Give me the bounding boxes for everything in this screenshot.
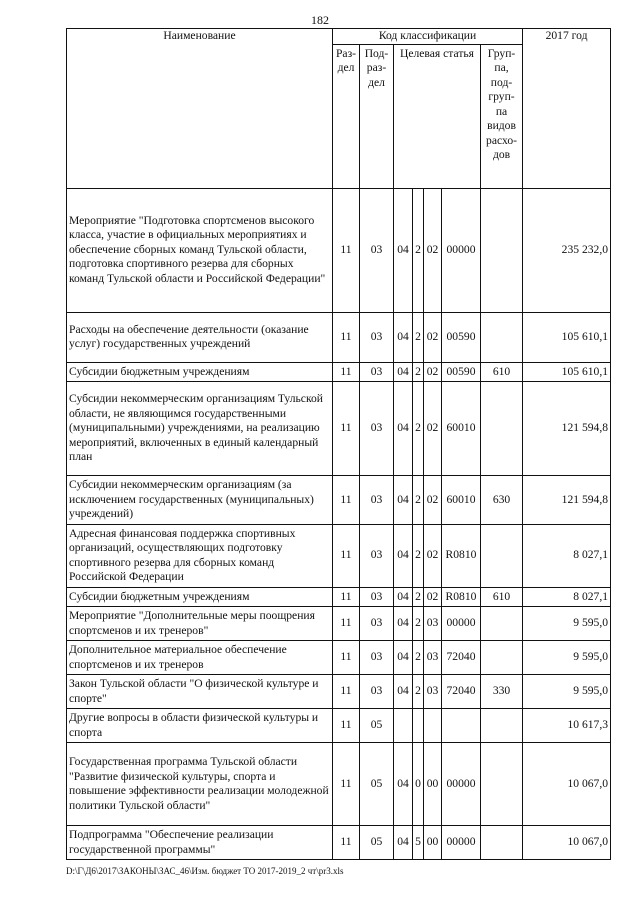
row-subsection: 03 [360, 675, 394, 709]
table-row [67, 743, 611, 826]
row-name: Расходы на обеспечение деятельности (оказание услуг) государственных учреждений [67, 312, 333, 362]
row-target-direction: R0810 [442, 524, 481, 587]
table-row [67, 709, 611, 743]
row-target-program: 04 [394, 312, 413, 362]
row-section: 11 [333, 675, 360, 709]
row-target-direction: 00590 [442, 312, 481, 362]
row-section: 11 [333, 362, 360, 382]
row-target-program: 04 [394, 587, 413, 607]
row-target-direction: 00000 [442, 607, 481, 641]
row-target-event: 03 [424, 641, 442, 675]
budget-table-body [67, 188, 611, 860]
row-expense-group [481, 607, 523, 641]
row-target-program: 04 [394, 188, 413, 312]
row-expense-group [481, 743, 523, 826]
table-row [67, 188, 611, 312]
row-amount: 9 595,0 [523, 607, 611, 641]
row-target-event: 02 [424, 587, 442, 607]
row-target-type: 2 [413, 675, 424, 709]
row-expense-group: 330 [481, 675, 523, 709]
table-row [67, 476, 611, 525]
row-target-type: 2 [413, 188, 424, 312]
row-target-type: 2 [413, 587, 424, 607]
row-name: Субсидии некоммерческим организациям Тульской области, не являющимся государственными (муниципальными) учреждениями, на реализацию мероприятий, включенных в единый календарный план [67, 382, 333, 476]
row-target-program: 04 [394, 607, 413, 641]
row-target-direction: 60010 [442, 476, 481, 525]
table-row [67, 826, 611, 860]
header-classification: Код классификации [333, 29, 523, 45]
row-target-type: 0 [413, 743, 424, 826]
row-name: Субсидии бюджетным учреждениям [67, 362, 333, 382]
row-target-program: 04 [394, 826, 413, 860]
row-section: 11 [333, 587, 360, 607]
row-section: 11 [333, 607, 360, 641]
row-target-direction: 72040 [442, 675, 481, 709]
row-target-direction: 60010 [442, 382, 481, 476]
row-target-program: 04 [394, 641, 413, 675]
row-amount: 9 595,0 [523, 641, 611, 675]
row-target-event: 02 [424, 382, 442, 476]
row-name: Мероприятие "Подготовка спортсменов высокого класса, участие в официальных мероприятиях и обеспечение сборных команд Тульской области, подготовка спортивного резерва для сборных команд Тульской области и Российской Федерации" [67, 188, 333, 312]
row-target-program: 04 [394, 675, 413, 709]
row-subsection: 03 [360, 524, 394, 587]
row-expense-group [481, 382, 523, 476]
row-target-type [413, 709, 424, 743]
row-section: 11 [333, 476, 360, 525]
row-target-program: 04 [394, 743, 413, 826]
row-expense-group [481, 826, 523, 860]
row-target-direction: 00000 [442, 743, 481, 826]
row-amount: 8 027,1 [523, 587, 611, 607]
table-row [67, 382, 611, 476]
row-name: Субсидии бюджетным учреждениям [67, 587, 333, 607]
row-target-event: 02 [424, 524, 442, 587]
row-section: 11 [333, 524, 360, 587]
table-row [67, 362, 611, 382]
row-name: Закон Тульской области "О физической культуре и спорте" [67, 675, 333, 709]
row-subsection: 03 [360, 188, 394, 312]
row-amount: 105 610,1 [523, 312, 611, 362]
row-name: Государственная программа Тульской области "Развитие физической культуры, спорта и повышение эффективности реализации молодежной политики Тульской области" [67, 743, 333, 826]
row-section: 11 [333, 382, 360, 476]
row-target-program [394, 709, 413, 743]
row-target-direction: 72040 [442, 641, 481, 675]
row-section: 11 [333, 743, 360, 826]
row-target-event: 02 [424, 312, 442, 362]
row-name: Адресная финансовая поддержка спортивных организаций, осуществляющих подготовку спортивного резерва для сборных команд Российской Федерации [67, 524, 333, 587]
row-section: 11 [333, 826, 360, 860]
row-target-program: 04 [394, 476, 413, 525]
row-expense-group: 610 [481, 362, 523, 382]
row-target-event: 00 [424, 826, 442, 860]
row-name: Подпрограмма "Обеспечение реализации государственной программы" [67, 826, 333, 860]
row-amount: 8 027,1 [523, 524, 611, 587]
row-section: 11 [333, 312, 360, 362]
header-subsection: Под- раз- дел [360, 44, 394, 188]
row-amount: 9 595,0 [523, 675, 611, 709]
row-target-direction: 00000 [442, 188, 481, 312]
row-amount: 10 617,3 [523, 709, 611, 743]
row-target-type: 2 [413, 362, 424, 382]
row-amount: 10 067,0 [523, 743, 611, 826]
table-row [67, 587, 611, 607]
header-expense-group: Груп- па, под- груп- па видов расхо- дов [481, 44, 523, 188]
row-amount: 10 067,0 [523, 826, 611, 860]
row-expense-group [481, 524, 523, 587]
row-expense-group [481, 312, 523, 362]
row-amount: 121 594,8 [523, 476, 611, 525]
row-amount: 121 594,8 [523, 382, 611, 476]
table-row [67, 607, 611, 641]
row-target-type: 2 [413, 312, 424, 362]
row-expense-group: 630 [481, 476, 523, 525]
file-path-footer: D:\Г\Д6\2017\ЗАКОНЫ\ЗАС_46\Изм. бюджет ТО 2017-2019_2 чт\pr3.xls [66, 866, 344, 876]
row-name: Мероприятие "Дополнительные меры поощрения спортсменов и их тренеров" [67, 607, 333, 641]
row-amount: 235 232,0 [523, 188, 611, 312]
row-target-direction [442, 709, 481, 743]
row-target-type: 2 [413, 524, 424, 587]
row-target-event: 02 [424, 362, 442, 382]
row-target-event [424, 709, 442, 743]
table-row [67, 524, 611, 587]
row-section: 11 [333, 641, 360, 675]
header-target-article: Целевая статья [394, 44, 481, 188]
row-subsection: 03 [360, 382, 394, 476]
budget-table [66, 28, 611, 860]
row-subsection: 05 [360, 709, 394, 743]
row-target-type: 5 [413, 826, 424, 860]
page-number: 182 [311, 13, 329, 27]
row-subsection: 05 [360, 826, 394, 860]
header-year: 2017 год [523, 29, 611, 189]
row-subsection: 03 [360, 587, 394, 607]
table-row [67, 675, 611, 709]
row-target-direction: R0810 [442, 587, 481, 607]
row-target-program: 04 [394, 382, 413, 476]
row-target-type: 2 [413, 476, 424, 525]
row-section: 11 [333, 188, 360, 312]
row-target-type: 2 [413, 607, 424, 641]
row-expense-group [481, 641, 523, 675]
row-subsection: 05 [360, 743, 394, 826]
row-name: Субсидии некоммерческим организациям (за исключением государственных (муниципальных) учреждений) [67, 476, 333, 525]
row-expense-group: 610 [481, 587, 523, 607]
row-target-event: 02 [424, 476, 442, 525]
row-target-event: 02 [424, 188, 442, 312]
table-row [67, 641, 611, 675]
row-target-direction: 00000 [442, 826, 481, 860]
row-subsection: 03 [360, 362, 394, 382]
row-name: Другие вопросы в области физической культуры и спорта [67, 709, 333, 743]
table-row [67, 312, 611, 362]
row-subsection: 03 [360, 607, 394, 641]
row-name: Дополнительное материальное обеспечение спортсменов и их тренеров [67, 641, 333, 675]
row-target-type: 2 [413, 382, 424, 476]
row-subsection: 03 [360, 476, 394, 525]
row-target-event: 00 [424, 743, 442, 826]
row-target-type: 2 [413, 641, 424, 675]
header-section: Раз- дел [333, 44, 360, 188]
row-expense-group [481, 709, 523, 743]
row-target-event: 03 [424, 607, 442, 641]
header-name: Наименование [67, 29, 333, 189]
row-amount: 105 610,1 [523, 362, 611, 382]
row-target-program: 04 [394, 362, 413, 382]
row-target-direction: 00590 [442, 362, 481, 382]
row-expense-group [481, 188, 523, 312]
row-subsection: 03 [360, 312, 394, 362]
row-target-program: 04 [394, 524, 413, 587]
row-section: 11 [333, 709, 360, 743]
row-target-event: 03 [424, 675, 442, 709]
row-subsection: 03 [360, 641, 394, 675]
